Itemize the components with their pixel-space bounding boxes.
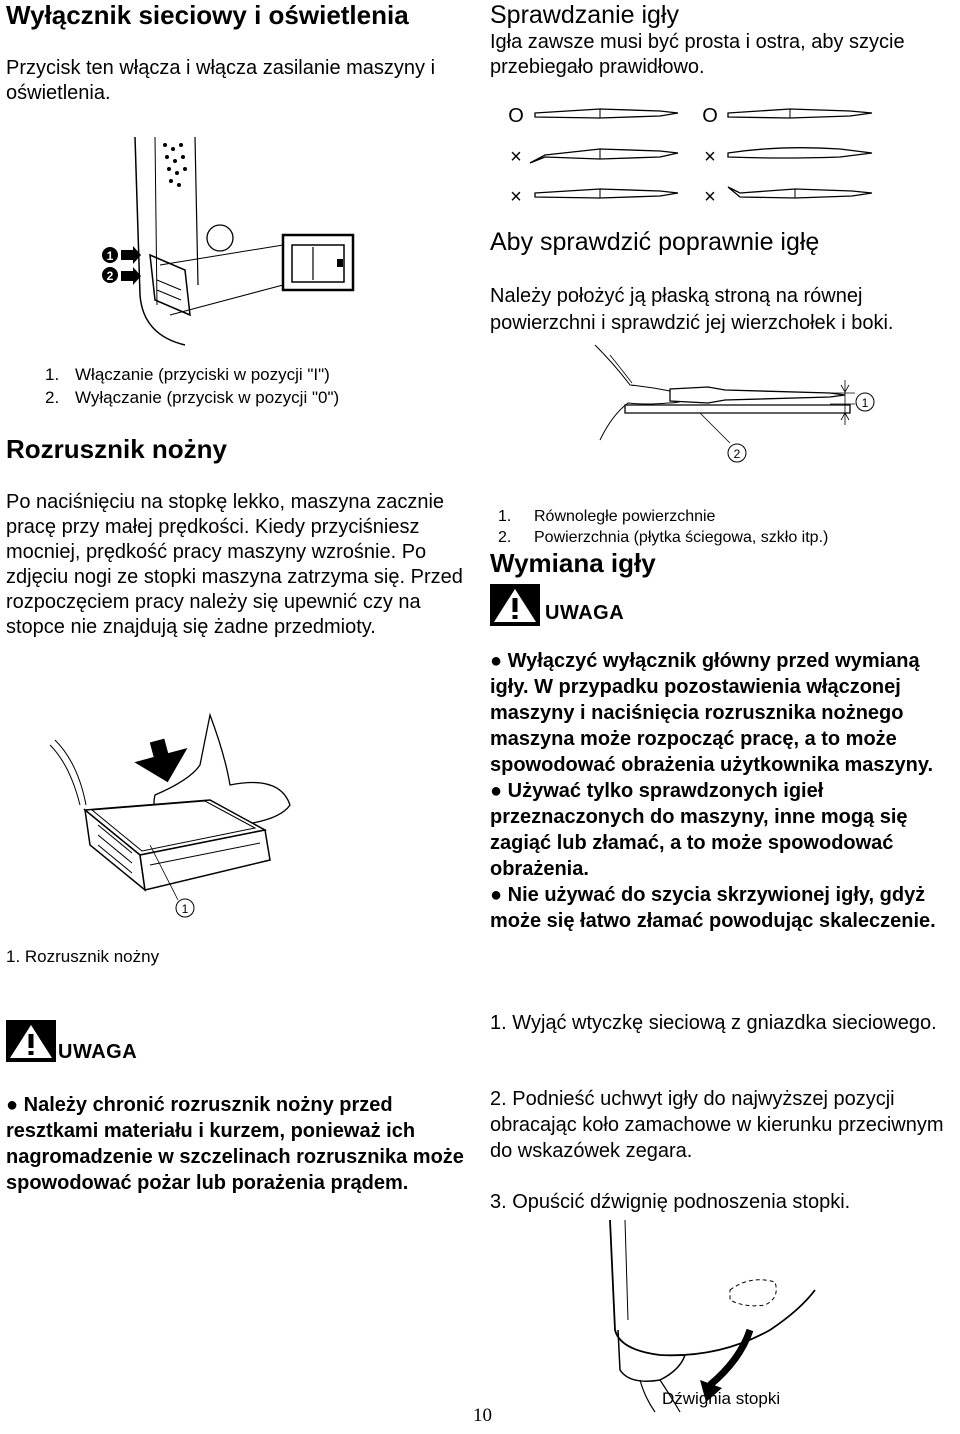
needle-bad-mark: × [510,146,522,168]
replace-step-1: 1. Wyjąć wtyczkę sieciową z gniazdka sieciowego. [490,1012,937,1034]
flat-callout-2: 2 [733,447,741,461]
needle-description: Igła zawsze musi być prosta i ostra, aby szycie przebiegało prawidłowo. [490,31,905,78]
warning-label-left: UWAGA [58,1041,138,1063]
switch-label-1: 1 [106,249,114,263]
foot-caption: 1. Rozrusznik nożny [6,947,160,966]
warning-box-right [490,584,540,626]
presser-lever-illustration [600,1220,870,1415]
replace-section-title: Wymiana igły [490,548,656,578]
check-list-item: 2. Powierzchnia (płytka ściegowa, szkło itp.) [498,529,829,546]
warning-label-right: UWAGA [545,602,625,624]
check-section-title: Aby sprawdzić poprawnie igłę [490,228,820,256]
switch-section-title: Wyłącznik sieciowy i oświetlenia [6,0,409,30]
foot-description: Po naciśnięciu na stopkę lekko, maszyna zacznie pracę przy małej prędkości. Kiedy przyciśniesz mocniej, prędkość pracy maszyny wzrośnie. Po zdjęciu nogi ze stopki maszyna zatrzyma się. Przed rozpoczęciem pracy należy się upewnić czy na stopce nie znajdują się żadne przedmioty. [6,491,463,638]
switch-list-item: 1. Włączanie (przyciski w pozycji "I") [45,365,330,384]
foot-warning-text: ● Należy chronić rozrusznik nożny przed resztkami materiału i kurzem, ponieważ ich nagromadzenie w szczelinach rozrusznika może spowodować pożar lub porażenia prądem. [6,1094,464,1194]
lever-caption: Dźwignia stopki [662,1389,781,1408]
needle-ok-mark: O [702,105,718,127]
switch-description: Przycisk ten włącza i włącza zasilanie maszyny i oświetlenia. [6,57,436,104]
needle-section-title: Sprawdzanie igły [490,1,679,29]
needle-check-illustration [500,95,880,215]
check-list-item: 1. Równoległe powierzchnie [498,508,716,525]
power-switch-illustration [95,135,405,355]
replace-step-2: 2. Podnieść uchwyt igły do najwyższej pozycji obracając koło zamachowe w kierunku przeciwnym do wskazówek zegara. [490,1088,944,1162]
replace-warning-item: ● Używać tylko sprawdzonych igieł przeznaczonych do maszyny, inne mogą się zagiąć lub złamać, a to może spowodować obrażenia. [490,780,908,880]
foot-pedal-illustration [50,715,340,930]
needle-flat-surface-illustration [590,345,890,470]
replace-step-3: 3. Opuścić dźwignię podnoszenia stopki. [490,1191,851,1213]
foot-section-title: Rozrusznik nożny [6,434,228,464]
check-description: Należy położyć ją płaską stroną na równej powierzchni i sprawdzić jej wierzchołek i boki. [490,285,894,334]
needle-bad-mark: × [704,146,716,168]
check-list [498,506,828,548]
warning-icon [6,1020,56,1062]
switch-label-2: 2 [106,269,114,283]
replace-warning-item: ● Wyłączyć wyłącznik główny przed wymianą igły. W przypadku pozostawienia włączonej maszyny i naciśnięcia rozrusznika nożnego maszyna może rozpocząć pracę, a to może spowodować obrażenia użytkownika maszyny. [490,650,934,776]
needle-bad-mark: × [704,186,716,208]
page-number: 10 [473,1405,492,1426]
foot-callout-1: 1 [181,902,189,916]
warning-box-left [6,1020,56,1062]
replace-warning-item: ● Nie używać do szycia skrzywionej igły, gdyż może się łatwo złamać powodując skaleczenie. [490,884,936,932]
flat-callout-1: 1 [861,396,869,410]
switch-list [45,363,339,409]
needle-bad-mark: × [510,186,522,208]
replace-warnings [490,648,960,934]
switch-list-item: 2. Wyłączanie (przycisk w pozycji "0") [45,388,340,407]
needle-ok-mark: O [508,105,524,127]
warning-icon [490,584,540,626]
